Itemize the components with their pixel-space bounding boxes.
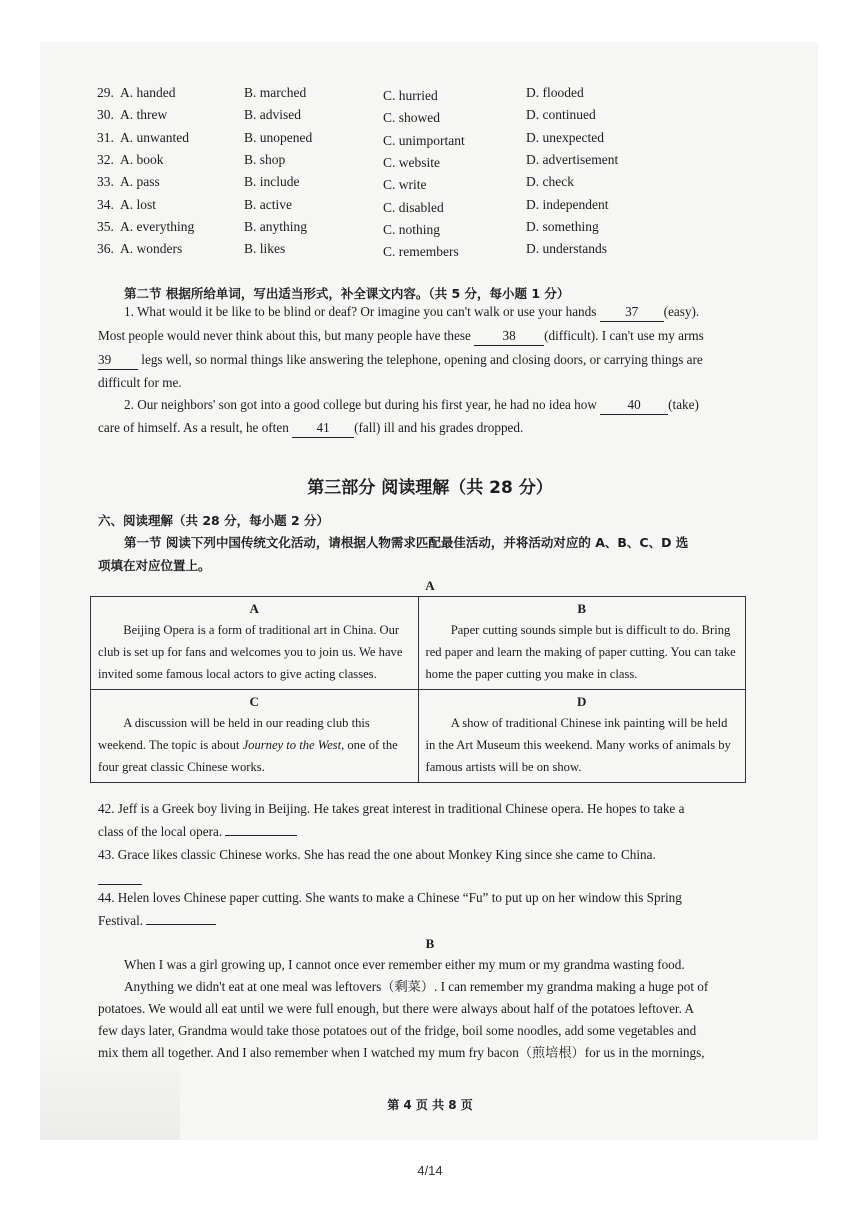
section6-heading: 六、阅读理解（共 28 分，每小题 2 分） <box>98 513 330 528</box>
option-d: D. understands <box>526 241 607 257</box>
activity-d-text: A show of traditional Chinese ink painting will be held in the Art Museum this weekend. Many works of animals by famous artists will be on show. <box>425 716 731 774</box>
blank-39[interactable]: 39 <box>98 351 138 370</box>
blank-38[interactable]: 38 <box>474 327 544 346</box>
option-c: C. website <box>383 154 440 170</box>
option-d: D. flooded <box>526 85 584 100</box>
instruction-line1: 第一节 阅读下列中国传统文化活动，请根据人物需求匹配最佳活动，并将活动对应的 A、B、C、D 选 <box>124 535 689 550</box>
q44-line2: Festival. <box>98 912 216 930</box>
option-number: 31. <box>97 129 114 145</box>
q44-line1: 44. Helen loves Chinese paper cutting. She wants to make a Chinese “Fu” to put up on her window this Spring <box>98 890 682 905</box>
option-b: B. active <box>244 196 292 212</box>
option-c: C. write <box>383 177 427 193</box>
s2-p1-line4: difficult for me. <box>98 375 182 390</box>
option-b: B. shop <box>244 151 286 167</box>
activity-d <box>418 690 746 783</box>
option-a: A. threw <box>120 107 168 123</box>
activity-c-label: C <box>249 694 259 709</box>
activity-b-label: B <box>577 601 587 616</box>
option-d: D. advertisement <box>526 151 619 167</box>
option-c: C. hurried <box>383 88 438 103</box>
s2-p2-line2: care of himself. As a result, he often 41 (fall) ill and his grades dropped. <box>98 419 523 438</box>
option-a: A. handed <box>120 85 176 100</box>
activity-c <box>91 690 419 783</box>
activity-d-label: D <box>577 694 587 709</box>
option-d: D. independent <box>526 196 609 212</box>
option-a: A. wonders <box>120 241 183 257</box>
s2-p2-line1: 2. Our neighbors' son got into a good college but during his first year, he had no idea how 40 (take) <box>124 396 699 415</box>
passage-b-line1: When I was a girl growing up, I cannot once ever remember either my mum or my grandma wasting food. <box>124 957 685 972</box>
blank-40[interactable]: 40 <box>600 396 668 415</box>
book-title: Journey to the West <box>242 738 342 752</box>
option-a: A. lost <box>120 196 157 212</box>
s2-p1-line1: 1. What would it be like to be blind or deaf? Or imagine you can't walk or use your hands 37 (easy). <box>124 303 699 322</box>
option-number: 30. <box>97 107 114 123</box>
option-c: C. showed <box>383 110 440 126</box>
option-c: C. remembers <box>383 244 459 260</box>
instruction-line2: 项填在对应位置上。 <box>98 558 211 573</box>
page-footer: 第 4 页 共 8 页 <box>387 1098 473 1112</box>
activity-c-text: A discussion will be held in our reading club this weekend. The topic is about Journey to the West, one of the four great classic Chinese works. <box>98 716 398 774</box>
option-d: D. something <box>526 218 599 234</box>
q42-line1: 42. Jeff is a Greek boy living in Beijing. He takes great interest in traditional Chinese opera. He hopes to take a <box>98 801 685 816</box>
activities-table <box>90 596 746 783</box>
option-b: B. anything <box>244 218 307 234</box>
answer-blank-44[interactable] <box>146 924 216 925</box>
option-number: 34. <box>97 196 114 212</box>
blank-37[interactable]: 37 <box>600 303 664 322</box>
answer-blank-42[interactable] <box>225 835 297 836</box>
option-b: B. marched <box>244 85 307 100</box>
option-number: 36. <box>97 241 114 257</box>
passage-a-label: A <box>425 578 435 593</box>
option-a: A. book <box>120 151 164 167</box>
blank-41[interactable]: 41 <box>292 419 354 438</box>
q42-line2: class of the local opera. <box>98 823 297 841</box>
option-number: 29. <box>97 85 114 100</box>
part3-title: 第三部分 阅读理解（共 28 分） <box>307 478 553 498</box>
option-number: 35. <box>97 218 114 234</box>
option-c: C. disabled <box>383 199 444 215</box>
activity-a-text: Beijing Opera is a form of traditional art in China. Our club is set up for fans and welcomes you to join us. We have invited some famous local actors to give acting classes. <box>98 623 403 681</box>
option-c: C. unimportant <box>383 132 465 148</box>
activity-a-label: A <box>249 601 259 616</box>
passage-b-line4: few days later, Grandma would take those potatoes out of the fridge, boil some noodles, add some vegetables and <box>98 1023 697 1038</box>
option-b: B. advised <box>244 107 301 123</box>
option-a: A. unwanted <box>120 129 189 145</box>
passage-b-line2: Anything we didn't eat at one meal was leftovers（剩菜）. I can remember my grandma making a huge pot of <box>124 979 709 994</box>
option-d: D. check <box>526 174 574 190</box>
passage-b-line5: mix them all together. And I also remember when I watched my mum fry bacon（煎培根）for us in the mornings, <box>98 1045 705 1060</box>
passage-b-line3: potatoes. We would all eat until we were full enough, but there were always about half of the potatoes leftover. A <box>98 1001 694 1016</box>
activity-b <box>418 597 746 690</box>
q43-line: 43. Grace likes classic Chinese works. She has read the one about Monkey King since she came to China. <box>98 847 656 862</box>
option-a: A. everything <box>120 218 195 234</box>
option-a: A. pass <box>120 174 160 190</box>
option-b: B. include <box>244 174 300 190</box>
option-d: D. continued <box>526 107 596 123</box>
s2-p1-line2: Most people would never think about this, but many people have these 38 (difficult). I can't use my arms <box>98 327 704 346</box>
activity-a <box>91 597 419 690</box>
answer-blank-43[interactable] <box>98 884 142 885</box>
option-b: B. unopened <box>244 129 313 145</box>
option-number: 33. <box>97 174 114 190</box>
page-indicator: 4/14 <box>417 1163 443 1178</box>
s2-p1-line3: 39 legs well, so normal things like answering the telephone, opening and closing doors, or carrying things are <box>98 351 703 370</box>
section2-heading: 第二节 根据所给单词，写出适当形式，补全课文内容。（共 5 分，每小题 1 分） <box>124 286 570 301</box>
passage-b-label: B <box>425 936 435 951</box>
option-number: 32. <box>97 151 114 167</box>
activity-b-text: Paper cutting sounds simple but is difficult to do. Bring red paper and learn the making of paper cutting. You can take home the paper cutting you make in class. <box>425 623 736 681</box>
option-b: B. likes <box>244 241 286 257</box>
option-d: D. unexpected <box>526 129 604 145</box>
option-c: C. nothing <box>383 221 441 237</box>
